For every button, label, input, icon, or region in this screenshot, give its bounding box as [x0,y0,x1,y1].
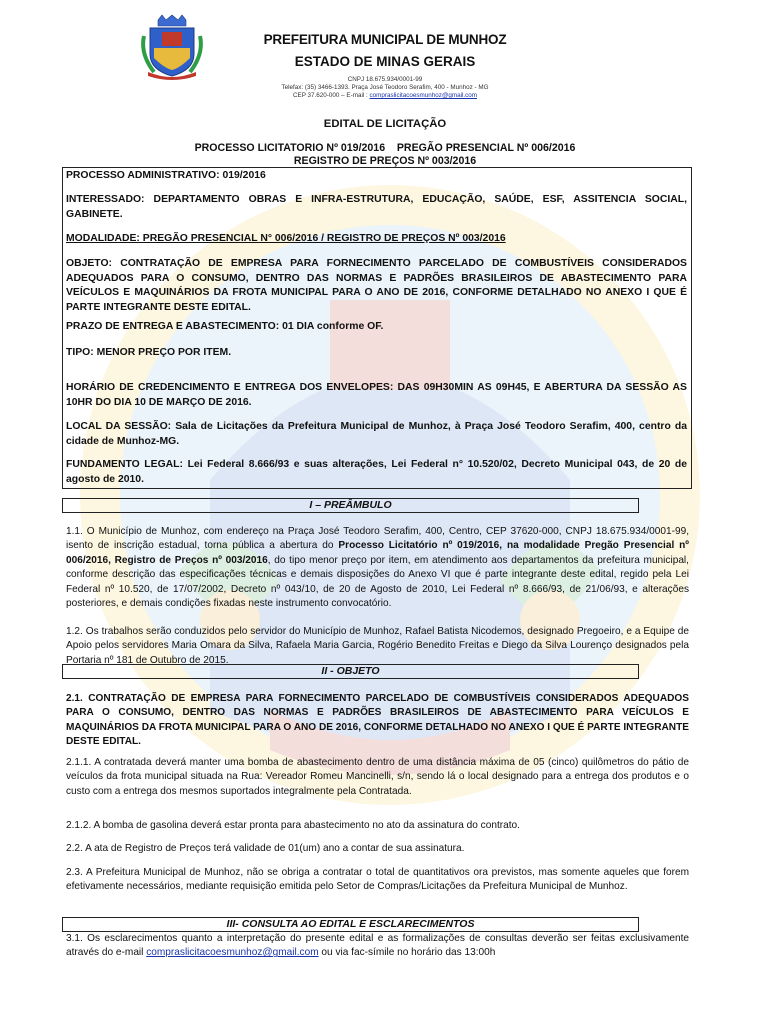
header-title: PREFEITURA MUNICIPAL DE MUNHOZ [263,32,507,47]
prazo: PRAZO DE ENTREGA E ABASTECIMENTO: 01 DIA conforme OF. [66,321,384,332]
paragraph-3-1 [66,932,689,961]
header-email-link[interactable]: compraslicitacoesmunhoz@gmail.com [369,92,478,99]
paragraph-2-2: 2.2. A ata de Registro de Preços terá validade de 01(um) ano a contar de sua assinatura. [66,843,465,854]
paragraph-2-1-1: 2.1.1. A contratada deverá manter uma bomba de abastecimento dentro de uma distância máxima de 05 (cinco) quilômetros do pátio de veículos da frota municipal situada na Rua: Vereador Romeu Mancinelli, s/n, sendo lá o local designado para a entrega dos produtos e o custo com a entrega dos mesmos suportados integralmente pela Contratada. [66,757,689,797]
p31-text-c: ou via fac-símile no horário das 13:00h [318,947,496,959]
header-cnpj: CNPJ 18.675.934/0001-99 [347,76,423,83]
paragraph-2-3: 2.3. A Prefeitura Municipal de Munhoz, não se obriga a contratar o total de quantitativos ora previstos, mas somente aqueles que forem efetivamente necessários, mediante requisição emitida pelo Setor de Compras/Licitações da Prefeitura Municipal de Munhoz. [66,867,689,893]
p31-email-link[interactable]: compraslicitacoesmunhoz@gmail.com [146,947,319,959]
fundamento-legal: FUNDAMENTO LEGAL: Lei Federal 8.666/93 e suas alterações, Lei Federal n° 10.520/02, Decreto Municipal 043, de 20 de agosto de 2010. [66,459,687,485]
section-objeto-heading: II - OBJETO [62,664,639,679]
section-consulta-heading: III- CONSULTA AO EDITAL E ESCLARECIMENTOS [62,917,639,932]
tipo: TIPO: MENOR PREÇO POR ITEM. [66,347,232,358]
municipal-crest-logo [140,14,204,80]
horario: HORÁRIO DE CREDENCIMENTO E ENTREGA DOS ENVELOPES: DAS 09H30MIN AS 09H45, E ABERTURA DA SESSÃO AS 10HR DO DIA 10 DE MARÇO DE 2016. [66,382,687,408]
modalidade: MODALIDADE: PREGÃO PRESENCIAL N° 006/2016 / REGISTRO DE PREÇOS Nº 003/2016 [66,233,506,244]
registro-line: REGISTRO DE PREÇOS Nº 003/2016 [293,155,477,167]
header-cep [0,92,770,99]
p11-text-bold: Processo Licitatório nº 019/2016, na modalidade Pregão Presencial nº 006/2016, Registro de Preços nº 003/2016 [66,540,689,566]
header-telefax: Telefax: (35) 3466-1393. Praça José Teodoro Serafim, 400 - Munhoz - MG [281,84,489,91]
objeto-summary: OBJETO: CONTRATAÇÃO DE EMPRESA PARA FORNECIMENTO PARCELADO DE COMBUSTÍVEIS CONSIDERADOS ADEQUADOS PARA O CONSUMO, DENTRO DAS NORMAS E PADRÕES BRASILEIROS DE ABASTECIMENTO PARA VEÍCULOS E MAQUINÁRIOS DA FROTA MUNICIPAL PARA O ANO DE 2016, CONFORME DETALHADO NO ANEXO I QUE É PARTE INTEGRANTE DESTE EDITAL. [66,258,687,314]
processo-line: PROCESSO LICITATORIO Nº 019/2016 PREGÃO PRESENCIAL Nº 006/2016 [194,142,576,154]
p11-text-c: , do tipo menor preço por item, em atendimento aos departamentos da prefeitura municipal, conforme descrição das especificações técnicas e demais disposições do Anexo VI que é parte integrante deste edital, regido pela Lei Federal nº 10.520, de 17/07/2002, Decreto nº 043/10, de 20 de Agosto de 2010, Lei Federal nº 8.666/93, de 21/06/93, e alterações posteriores, e demais condições fixadas neste instrumento convocatório. [66,554,689,610]
paragraph-1-1 [66,525,689,611]
local-sessao: LOCAL DA SESSÃO: Sala de Licitações da Prefeitura Municipal de Munhoz, à Praça José Teodoro Serafim, 400, centro da cidade de Munhoz-MG. [66,421,687,447]
paragraph-2-1: 2.1. CONTRATAÇÃO DE EMPRESA PARA FORNECIMENTO PARCELADO DE COMBUSTÍVEIS CONSIDERADOS ADEQUADOS PARA O CONSUMO, DENTRO DAS NORMAS E PADRÕES BRASILEIROS DE ABASTECIMENTO PARA VEÍCULOS E MAQUINÁRIOS DA FROTA MUNICIPAL PARA O ANO DE 2016, CONFORME DETALHADO NO ANEXO I QUE É PARTE INTEGRANTE DESTE EDITAL. [66,693,689,748]
p31-text-a: 3.1. Os esclarecimentos quanto a interpretação do presente edital e as formalizações de consultas deverão ser feitas exclusivamente através do e-mail [66,933,689,959]
interessado: INTERESSADO: DEPARTAMENTO OBRAS E INFRA-ESTRUTURA, EDUCAÇÃO, SAÚDE, ESF, ASSITENCIA SOCIAL, GABINETE. [66,194,687,220]
processo-administrativo: PROCESSO ADMINISTRATIVO: 019/2016 [66,170,266,181]
paragraph-2-1-2: 2.1.2. A bomba de gasolina deverá estar pronta para abastecimento no ato da assinatura do contrato. [66,820,520,831]
section-preambulo-heading: I – PREÂMBULO [62,498,639,513]
header-state: ESTADO DE MINAS GERAIS [294,54,476,69]
p11-text-a: 1.1. O Município de Munhoz, com endereço na Praça José Teodoro Serafim, 400, Centro, CEP 37620-000, CNPJ 18.675.934/0001-99, isento de inscrição estadual, torna pública a abertura do [66,526,689,552]
paragraph-1-2: 1.2. Os trabalhos serão conduzidos pelo servidor do Município de Munhoz, Rafael Batista Nicodemos, designado Pregoeiro, e a Equipe de Apoio pelos servidores Maria Omara da Silva, Rafaela Maria Garcia, Rogério Benedito Freitas e Diego da Silva Lourenço designados pela Portaria nº 181 de Outubro de 2015. [66,626,689,666]
edital-title: EDITAL DE LICITAÇÃO [323,118,447,130]
header-cep-prefix: CEP 37.620-000 – E-mail : [292,92,370,99]
